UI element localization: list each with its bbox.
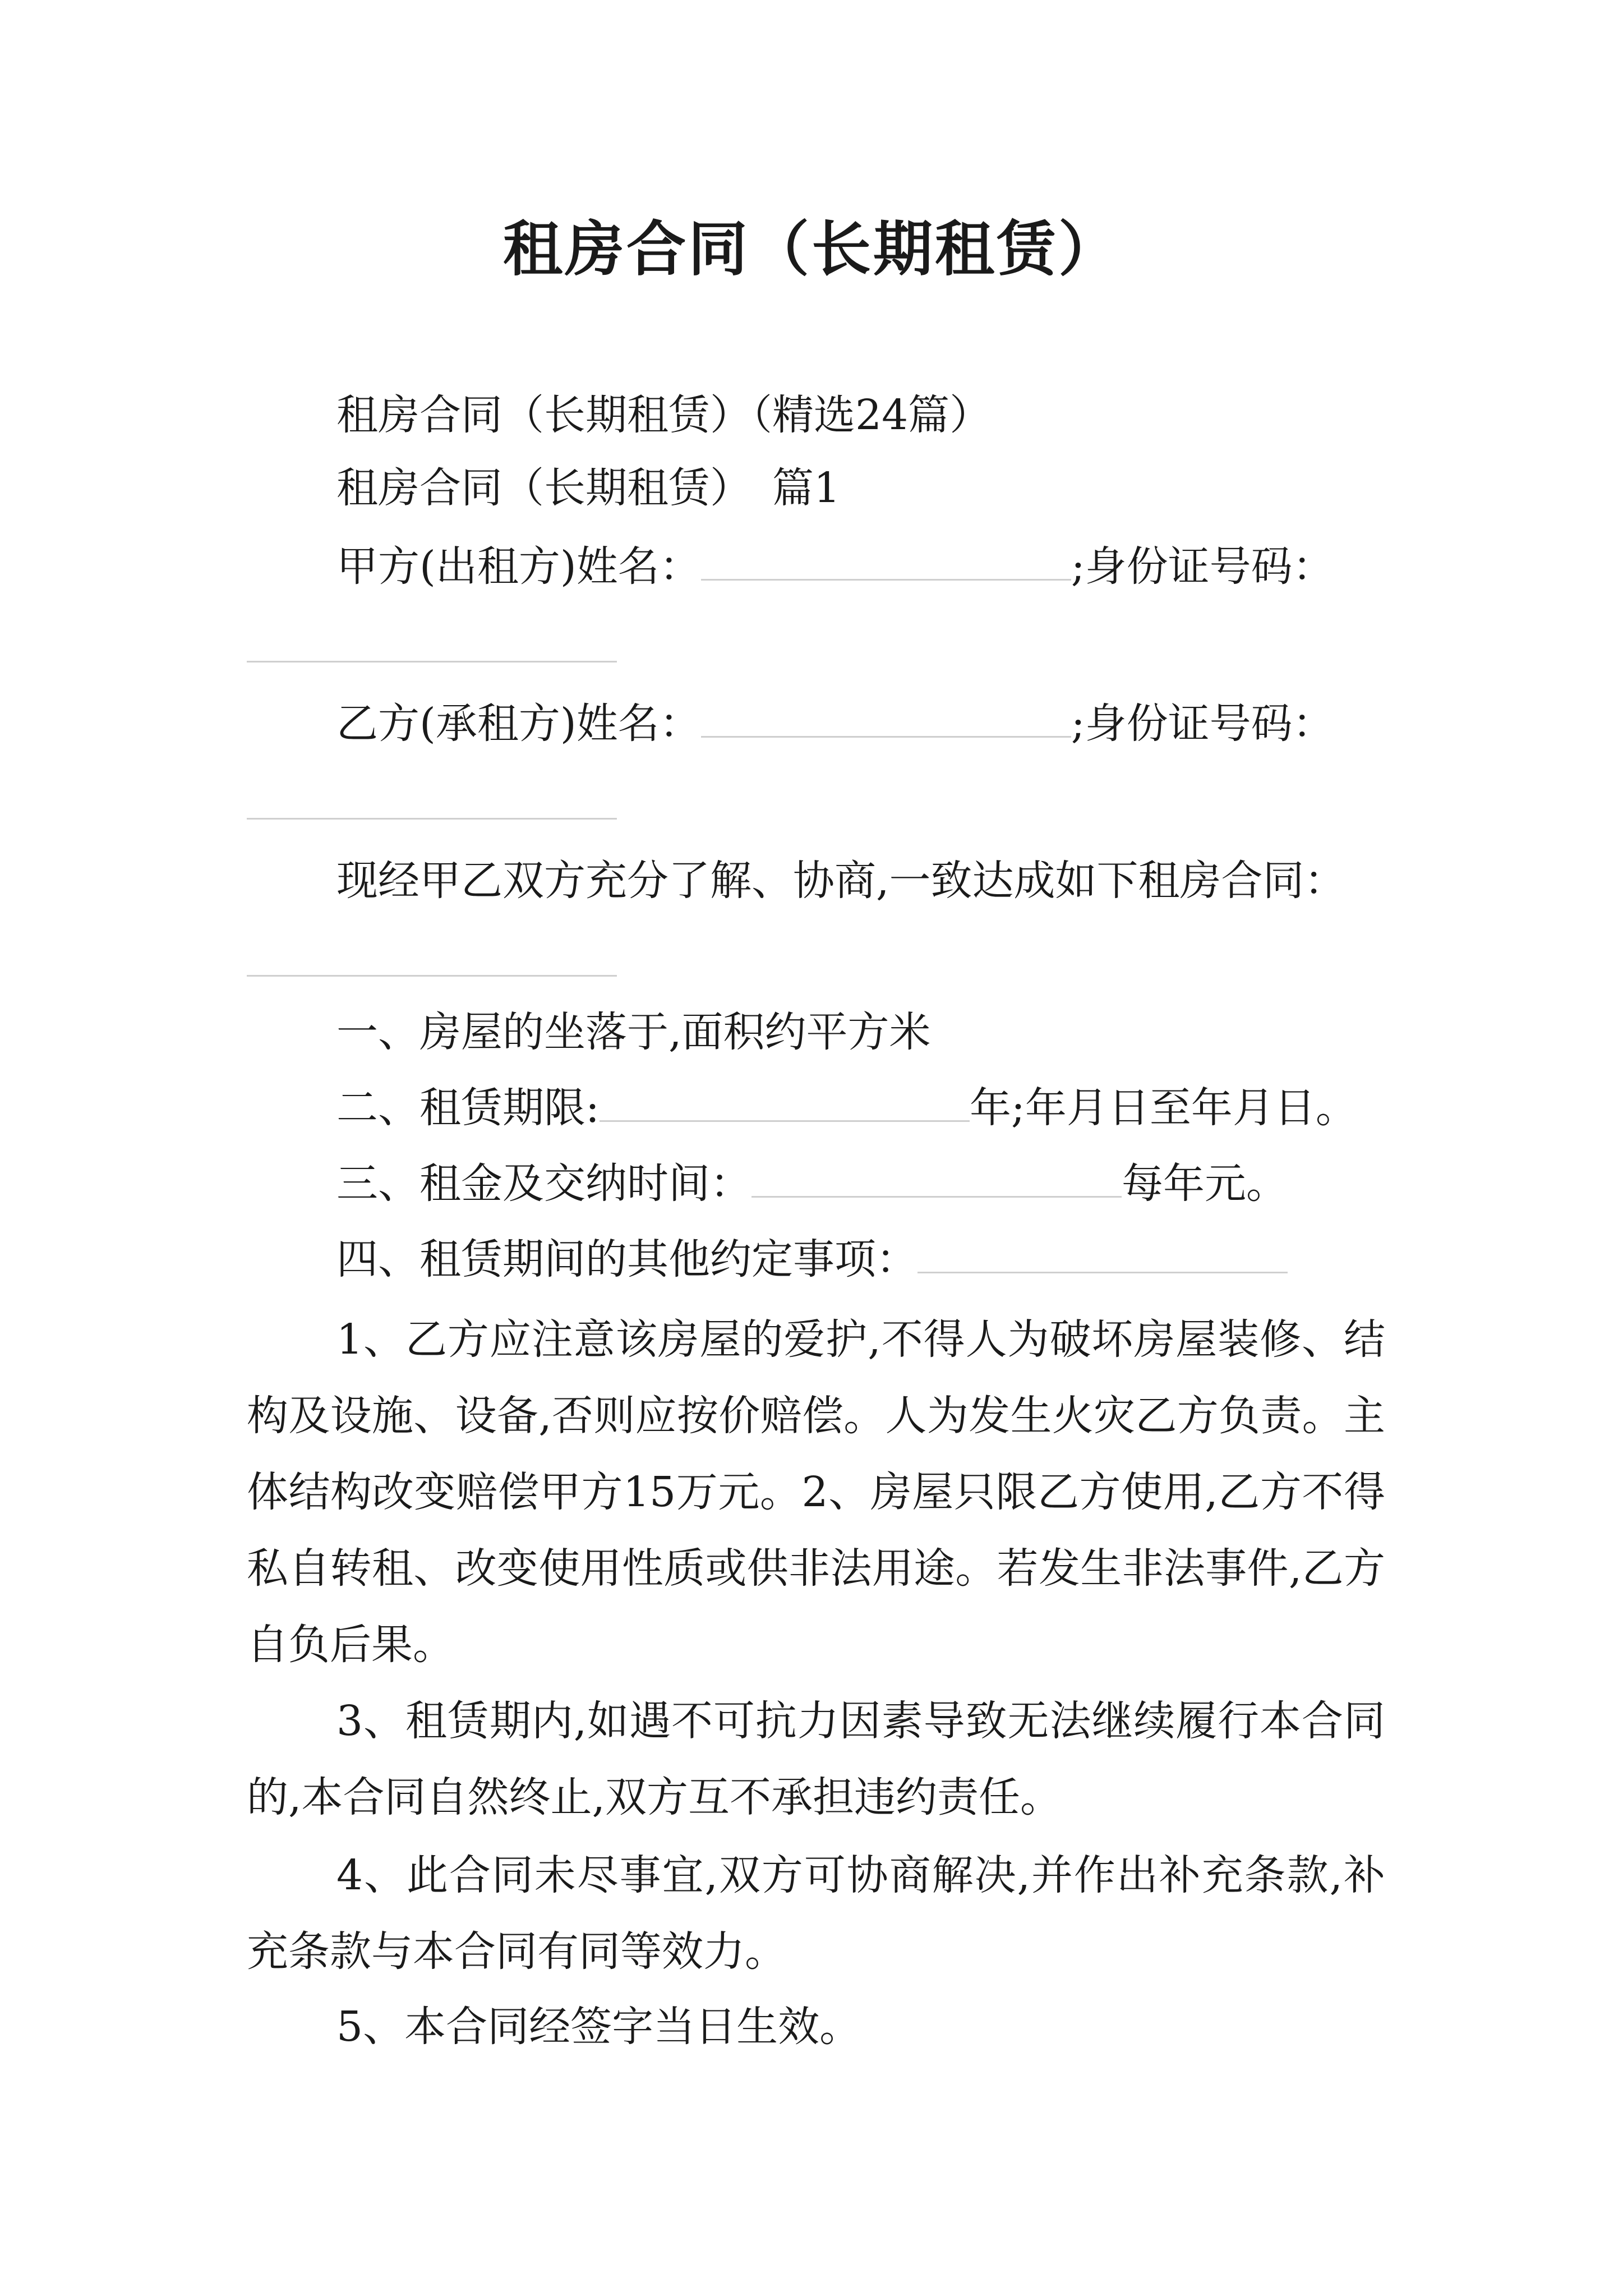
clause-5: 5、本合同经签字当日生效。 <box>336 2003 861 2051</box>
party-a-name-blank <box>701 540 1071 581</box>
party-a-id-label: ;身份证号码： <box>1071 542 1334 591</box>
other-terms-blank <box>917 1232 1288 1273</box>
document-title: 租房合同（长期租赁） <box>503 214 1120 284</box>
item-3-suffix: 每年元。 <box>1122 1159 1288 1208</box>
party-a-line <box>336 539 1334 595</box>
item-2-label: 二、租赁期限: <box>336 1084 600 1132</box>
item-2-suffix: 年;年月日至年月日。 <box>969 1084 1357 1132</box>
party-b-id-label: ;身份证号码： <box>1071 700 1334 748</box>
party-a-label: 甲方(出租方)姓名： <box>336 542 701 591</box>
party-b-line <box>336 696 1334 752</box>
party-b-name-blank <box>701 697 1071 738</box>
party-b-id-blank <box>247 818 617 820</box>
document-subtitle: 租房合同（长期租赁）（精选24篇） <box>336 391 992 439</box>
rent-blank <box>751 1157 1122 1198</box>
item-3 <box>336 1156 1288 1212</box>
lease-term-blank <box>600 1081 970 1122</box>
clause-3: 3、租赁期内,如遇不可抗力因素导致无法继续履行本合同的,本合同自然终止,双方互不承担违约责任。 <box>247 1697 1385 1821</box>
party-b-label: 乙方(承租方)姓名： <box>336 700 701 748</box>
item-1: 一、房屋的坐落于,面积约平方米 <box>336 1008 931 1056</box>
item-3-label: 三、租金及交纳时间： <box>336 1159 751 1208</box>
agreement-blank <box>247 975 617 977</box>
clause-1-2: 1、乙方应注意该房屋的爱护,不得人为破坏房屋装修、结构及设施、设备,否则应按价赔偿。人为发生火灾乙方负责。主体结构改变赔偿甲方15万元。2、房屋只限乙方使用,乙方不得私自转租、改变使用性质或供非法用途。若发生非法事件,乙方自负后果。 <box>247 1315 1385 1669</box>
clause-4: 4、此合同未尽事宜,双方可协商解决,并作出补充条款,补充条款与本合同有同等效力。 <box>247 1851 1385 1976</box>
section-heading: 租房合同（长期租赁） 篇1 <box>336 464 841 512</box>
item-4-label: 四、租赁期间的其他约定事项： <box>336 1235 917 1283</box>
item-4 <box>336 1231 1288 1287</box>
agreement-text: 现经甲乙双方充分了解、协商,一致达成如下租房合同： <box>336 857 1346 905</box>
party-a-id-blank <box>247 661 617 662</box>
item-2 <box>336 1080 1357 1136</box>
